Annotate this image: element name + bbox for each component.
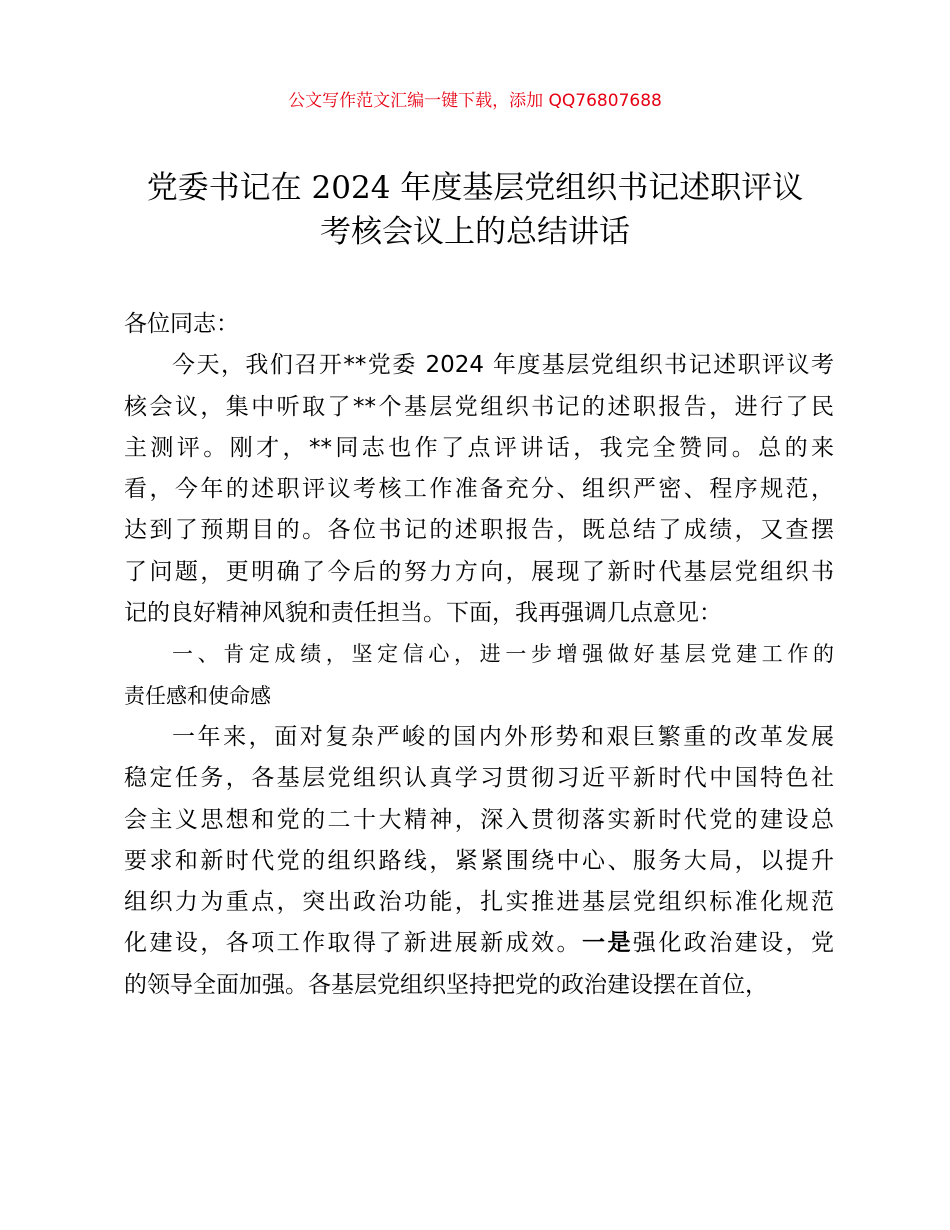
paragraph-2-line: 要求和新时代党的组织路线，紧紧围绕中心、服务大局，以提升 [124, 847, 834, 874]
greeting: 各位同志： [124, 311, 239, 337]
section-heading-1-line: 责任感和使命感 [124, 683, 271, 708]
paragraph-2-line: 一年来，面对复杂严峻的国内外形势和艰巨繁重的改革发展 [172, 723, 834, 750]
paragraph-2-line: 会主义思想和党的二十大精神，深入贯彻落实新时代党的建设总 [124, 806, 834, 833]
paragraph-2-text: 化建设，各项工作取得了新进展新成效。 [124, 930, 582, 957]
paragraph-1-line: 看，今年的述职评议考核工作准备充分、组织严密、程序规范， [124, 476, 834, 503]
paragraph-2-line: 稳定任务，各基层党组织认真学习贯彻习近平新时代中国特色社 [124, 765, 834, 792]
paragraph-2-line-mixed [124, 923, 834, 964]
section-heading-1-line: 一、肯定成绩，坚定信心，进一步增强做好基层党建工作的 [172, 642, 834, 667]
document-title [90, 166, 860, 254]
paragraph-1-line: 了问题，更明确了今后的努力方向，展现了新时代基层党组织书 [124, 558, 834, 585]
paragraph-1-line: 记的良好精神风貌和责任担当。下面，我再强调几点意见： [124, 600, 722, 627]
paragraph-1-line: 主测评。刚才，**同志也作了点评讲话，我完全赞同。总的来 [124, 434, 834, 461]
document-body [124, 304, 834, 1006]
download-banner[interactable]: 公文写作范文汇编一键下载，添加 QQ76807688 [288, 91, 662, 111]
paragraph-2-text: 强化政治建设，党 [632, 930, 835, 957]
emphasis-yi-shi: 一是 [582, 930, 633, 957]
paragraph-2-line: 组织力为重点，突出政治功能，扎实推进基层党组织标准化规范 [124, 889, 834, 916]
paragraph-1-line: 今天，我们召开**党委 2024 年度基层党组织书记述职评议考 [172, 352, 834, 379]
title-line-2: 考核会议上的总结讲话 [320, 214, 630, 250]
paragraph-1-line: 核会议，集中听取了**个基层党组织书记的述职报告，进行了民 [124, 393, 834, 420]
title-line-1: 党委书记在 2024 年度基层党组织书记述职评议 [146, 170, 804, 206]
paragraph-2-line: 的领导全面加强。各基层党组织坚持把党的政治建设摆在首位， [124, 971, 768, 998]
paragraph-1-line: 达到了预期目的。各位书记的述职报告，既总结了成绩，又查摆 [124, 517, 834, 544]
